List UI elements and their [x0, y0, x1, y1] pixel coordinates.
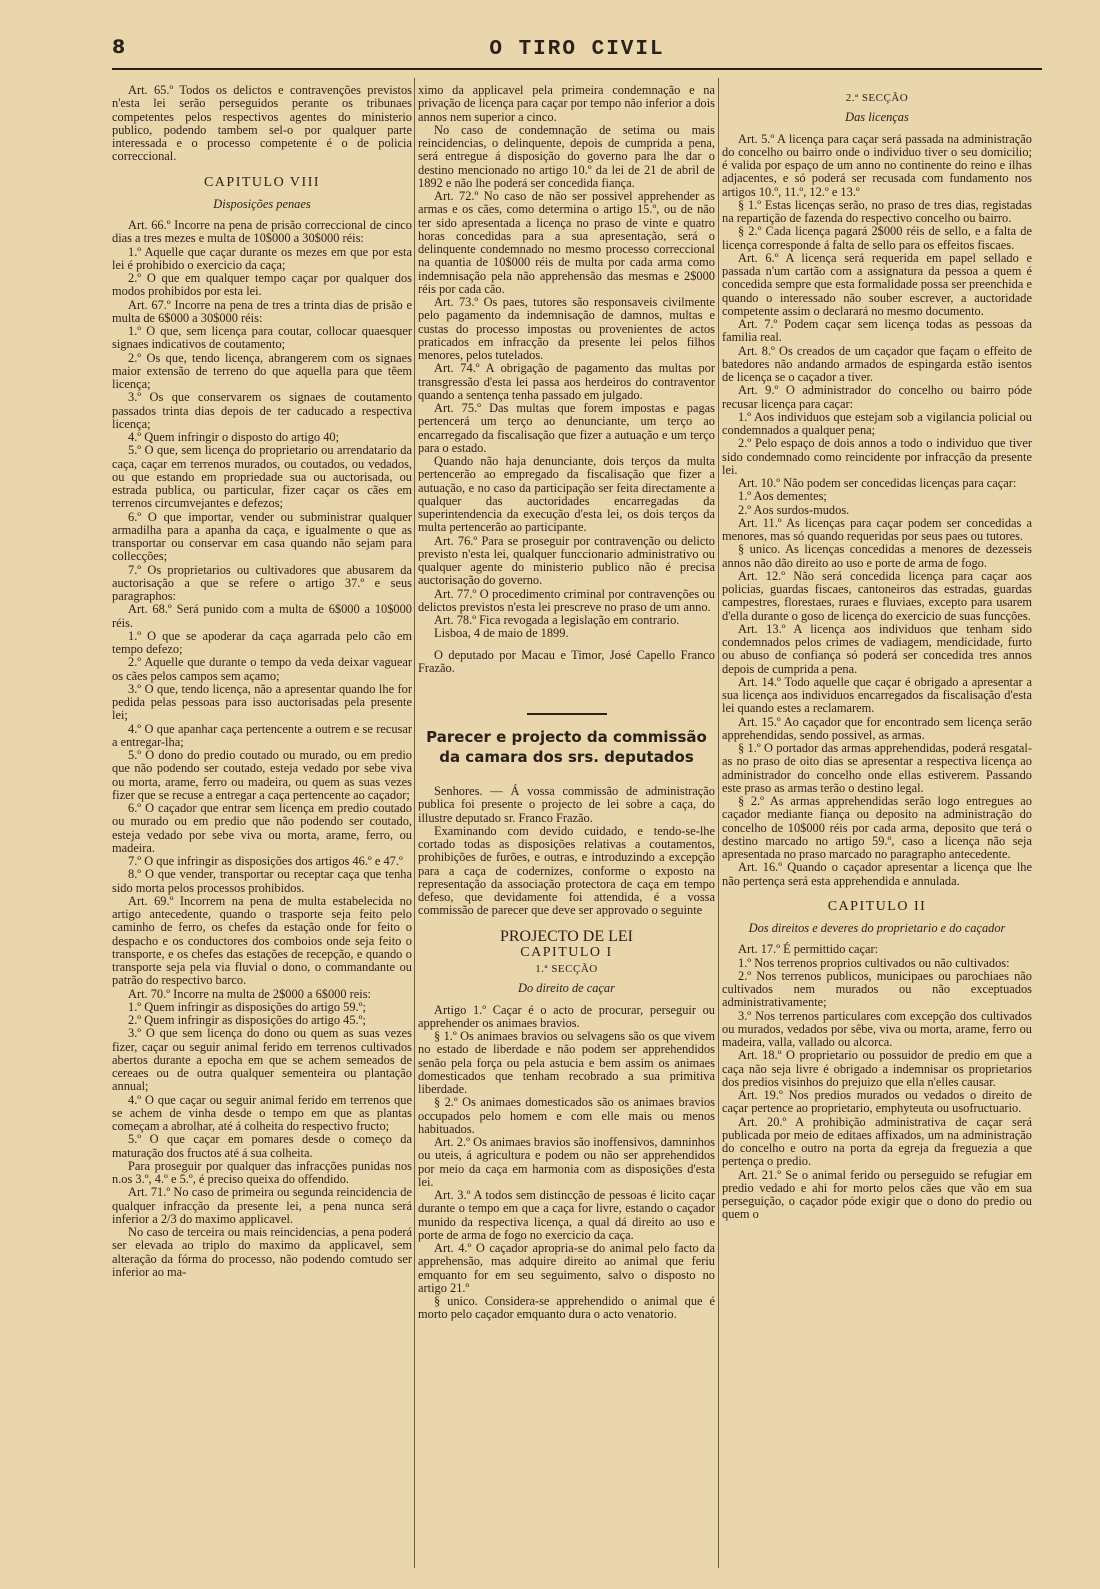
article-paragraph: Art. 78.º Fica revogada a legislação em contrario. — [434, 613, 680, 627]
article-paragraph: § 2.º As armas apprehendidas serão logo entregues ao caçador mediante fiança ou deposito na administração do concelho de 10$000 réis por cada arma, deposito que terá o destino marcado no artigo 59.º, caso a licença não seja apresentada no praso marcado no paragrapho antecedente. — [722, 794, 1032, 861]
article-paragraph: 4.º O que apanhar caça pertencente a outrem e se recusar a entregar-lha; — [112, 721, 412, 749]
article-paragraph: Art. 21.º Se o animal ferido ou perseguido se refugiar em predio vedado e ahi for morto pelos cães que vão em sua perseguição, o caçador póde exigir que o dono do predio ou quem o — [722, 1167, 1032, 1222]
article-paragraph: Art. 65.º Todos os delictos e contravenções previstos n'esta lei serão perseguidos perante os tribunaes competentes pelos respectivos agentes do ministerio publico, podendo tambem sel-o por qualquer parte interessada e o processo competente é o de policia correccional. — [112, 84, 412, 164]
column-divider — [718, 78, 719, 1568]
article-paragraph: Art. 77.º O procedimento criminal por contravenções ou delictos previstos n'esta lei prescreve no praso de um anno. — [418, 586, 715, 614]
article-paragraph: No caso de condemnação de setima ou mais reincidencias, o delinquente, depois de cumprida a pena, será entregue á disposição do governo para lhe dar o destino mencionado no artigo 10.º da lei de 21 de abril de 1892 e não lhe poderá ser concedida fiança. — [418, 122, 715, 190]
article-paragraph: Art. 67.º Incorre na pena de tres a trinta dias de prisão e multa de 6$000 a 30$000 réis: — [112, 297, 412, 325]
article-paragraph: Art. 13.º A licença aos individuos que tenham sido condemnados pelos crimes de vadiagem, mendicidade, furto ou abuso de confiança só poderá ser concedida tres annos depois de cumprida a pena. — [722, 621, 1032, 676]
article-paragraph: No caso de terceira ou mais reincidencias, a pena poderá ser elevada ao triplo do maximo da applicavel, sem alteração da fórma do processo, não podendo comtudo ser inferior ao ma- — [112, 1225, 412, 1279]
article-paragraph: 4.º Quem infringir o disposto do artigo 40; — [128, 430, 340, 444]
section-label: 2.ª SECÇÃO — [845, 92, 909, 104]
article-paragraph: Art. 10.º Não podem ser concedidas licenças para caçar: — [738, 476, 1017, 490]
article-paragraph: Art. 75.º Das multas que forem impostas e pagas pertencerá um terço ao denunciante, um terço ao encarregado da fiscalisação que fizer a autuação e um terço para o estado. — [418, 401, 715, 455]
article-paragraph: Art. 9.º O administrador do concelho ou bairro póde recusar licença para caçar: — [722, 383, 1032, 411]
article-paragraph: 2.º Aos surdos-mudos. — [738, 502, 850, 517]
article-paragraph: 2.º O que em qualquer tempo caçar por qualquer dos modos prohibidos por esta lei. — [112, 271, 412, 299]
article-paragraph: § unico. Considera-se apprehendido o animal que é morto pelo caçador emquanto dura o acto venatorio. — [418, 1294, 715, 1322]
chapter-heading: CAPITULO II — [827, 898, 927, 914]
article-paragraph: 1.º O que, sem licença para coutar, collocar quaesquer signaes indicativos de coutamento; — [112, 324, 412, 352]
article-paragraph: Art. 6.º A licença será requerida em papel sellado e passada n'um cartão com a assignatura da pessoa a quem é concedida sempre que esta formalidade possa ser preenchida e quando o interessado não souber escrever, a auctoridade competente assim o declarará no mesmo documento. — [722, 250, 1032, 318]
article-paragraph: 5.º O que, sem licença do proprietario ou arrendatario da caça, caçar em terrenos murados, ou coutados, ou vedados, ou que estando em propriedade sua ou auctorisada, ou estrada publica, ou particular, fizer caçar os cães em terrenos circumvejantes e defezos; — [112, 443, 412, 511]
article-paragraph: 7.º Os proprietarios ou cultivadores que abusarem da auctorisação a que se refere o artigo 37.º e seus paragraphos: — [112, 562, 412, 603]
article-paragraph: Art. 71.º No caso de primeira ou segunda reincidencia de qualquer infracção da presente lei, a pena nunca será inferior a 2/3 do maximo applicavel. — [112, 1185, 412, 1226]
section-subtitle: Disposições penaes — [213, 196, 311, 211]
article-paragraph: 3.º O que, tendo licença, não a apresentar quando lhe for pedida pelas pessoas para isso auctorisadas pela presente lei; — [112, 681, 412, 723]
header-rule — [112, 68, 1042, 70]
article-paragraph: 5.º O dono do predio coutado ou murado, ou em predio que não podendo ser coutado, esteja vedado por sebe viva ou morta, arame, ferro ou madeira, ou quem as suas vezes fizer que se recuse a entregar a caça pertencente ao caçador; — [112, 748, 412, 802]
article-paragraph: § unico. As licenças concedidas a menores de dezesseis annos não dão direito ao uso e porte de arma de fogo. — [722, 542, 1032, 570]
page-number: 8 — [112, 36, 126, 58]
chapter-heading: CAPITULO VIII — [203, 174, 321, 190]
article-paragraph: 2.º Quem infringir as disposições do artigo 45.º; — [128, 1013, 366, 1027]
chapter-heading: CAPITULO I — [520, 944, 613, 960]
article-paragraph: 1.º O que se apoderar da caça agarrada pelo cão em tempo defezo; — [112, 628, 412, 656]
article-paragraph: § 1.º O portador das armas apprehendidas, poderá resgatal-as no praso de oito dias se apresentar a respectiva licença ao administrador do concelho onde ellas estiverem. Passando este praso as armas terão o destino legal. — [722, 741, 1032, 795]
article-paragraph: Art. 18.º O proprietario ou possuidor de predio em que a caça não seja livre é obrigado a indemnisar os proprietarios dos predios visinhos do prejuizo que ella n'elles causar. — [722, 1048, 1032, 1089]
article-paragraph: 3.º Os que conservarem os signaes de coutamento passados trinta dias depois de ter caducado a respectiva licença; — [112, 390, 412, 431]
article-paragraph: Art. 8.º Os creados de um caçador que façam o effeito de batedores não andando armados de espingarda estão isentos de licença se o caçador a tiver. — [722, 343, 1032, 384]
article-paragraph: Art. 16.º Quando o caçador apresentar a licença que lhe não pertença será esta apprehendida e annulada. — [722, 860, 1032, 888]
article-paragraph: Art. 11.º As licenças para caçar podem ser concedidas a menores, mas só quando requeridas por seus paes ou tutores. — [722, 515, 1032, 543]
column-2 — [418, 84, 715, 1574]
article-paragraph: 1.º Quem infringir as disposições do artigo 59.º; — [128, 999, 366, 1014]
article-paragraph: Art. 20.º A prohibição administrativa de caçar será publicada por meio de editaes affixados, um na administração do concelho e outro na porta da egreja da freguezia a que pertença o predio. — [722, 1114, 1032, 1169]
article-paragraph: Art. 12.º Não será concedida licença para caçar aos policias, guardas fiscaes, cantoneiros das estradas, guardas campestres, florestaes, ruraes e fluviaes, excepto para usarem d'ella durante o goso de licença do exercicio de suas funcções. — [722, 568, 1032, 623]
article-paragraph: Quando não haja denunciante, dois terços da multa pertencerão ao empregado da fiscalisação que fizer a autuação, e no caso da participação ser feita directamente a qualquer das auctoridades encarregadas da superintendencia da execução d'esta lei, os dois terços da multa pertencerão ao participante. — [418, 454, 715, 535]
article-paragraph: Art. 66.º Incorre na pena de prisão correccional de cinco dias a tres mezes e multa de 10$000 a 30$000 réis: — [112, 218, 412, 246]
article-paragraph: § 1.º Estas licenças serão, no praso de tres dias, registadas na repartição de fazenda do respectivo concelho ou bairro. — [722, 197, 1032, 225]
article-paragraph: Art. 70.º Incorre na multa de 2$000 a 6$000 reis: — [128, 986, 371, 1001]
article-paragraph: 8.º O que vender, transportar ou receptar caça que tenha sido morta pelos processos prohibidos. — [112, 867, 412, 895]
article-paragraph: Art. 7.º Podem caçar sem licença todas as pessoas da familia real. — [722, 317, 1032, 345]
article-paragraph: Art. 68.º Será punido com a multa de 6$000 a 10$000 réis. — [112, 602, 412, 630]
article-paragraph: § 2.º Cada licença pagará 2$000 réis de sello, e a falta de licença corresponde á falta de sello para os effeitos fiscaes. — [722, 224, 1032, 252]
article-paragraph: 3.º O que sem licença do dono ou quem as suas vezes fizer, caçar ou seguir animal ferido em terrenos cultivados abertos durante a epocha em que se achem semeados de cereaes ou de outra qualquer sementeira ou plantação annual; — [112, 1026, 412, 1094]
section-subtitle: Do direito de caçar — [518, 981, 615, 996]
article-paragraph: Art. 74.º A obrigação de pagamento das multas por transgressão d'esta lei passa aos herdeiros do contraventor quando a sentença tenha passado em julgado. — [418, 361, 715, 402]
article-paragraph: Art. 17.º É permittido caçar: — [738, 942, 879, 957]
section-rule — [527, 713, 607, 715]
article-paragraph: 2.º Nos terrenos publicos, municipaes ou parochiaes não cultivados nem murados ou não exceptuados administrativamente; — [722, 968, 1032, 1010]
column-3 — [722, 84, 1032, 1574]
date-line: Lisboa, 4 de maio de 1899. — [434, 626, 569, 641]
article-paragraph: Art. 3.º A todos sem distincção de pessoas é licito caçar durante o tempo em que a caça for livre, estando o caçador munido da respectiva licença, a qual dá direito ao uso e porte de arma de fogo no exercicio da caça. — [418, 1188, 715, 1242]
article-paragraph: Art. 14.º Todo aquelle que caçar é obrigado a apresentar a sua licença aos individuos encarregados da fiscalisação d'esta lei quando estes a reclamarem. — [722, 674, 1032, 716]
article-paragraph: 1.º Nos terrenos proprios cultivados ou não cultivados: — [738, 955, 1010, 970]
signature-line: O deputado por Macau e Timor, José Capello Franco Frazão. — [418, 647, 715, 675]
article-paragraph: 5.º O que caçar em pomares desde o começo da maturação dos fructos até á sua colheita. — [112, 1132, 412, 1160]
section-subtitle: Das licenças — [845, 110, 909, 125]
article-paragraph: 4.º O que caçar ou seguir animal ferido em terrenos que se achem de vinha desde o tempo em que as plantas começam a abrolhar, até á colheita do respectivo fructo; — [112, 1092, 412, 1133]
newspaper-title: O TIRO CIVIL — [489, 38, 665, 61]
article-paragraph: 1.º Aos individuos que estejam sob a vigilancia policial ou condemnados a qualquer pena; — [722, 409, 1032, 437]
projecto-heading: PROJECTO DE LEI — [499, 927, 634, 945]
parecer-heading: Parecer e projecto da commissão da camara dos srs. deputados — [426, 728, 707, 766]
article-paragraph: 2.º Pelo espaço de dois annos a todo o individuo que tiver sido condemnado como reincidente por infracção da presente lei. — [722, 436, 1032, 477]
article-paragraph: 3.º Nos terrenos particulares com excepção dos cultivados ou murados, vedados por sêbe, viva ou morta, arame, ferro ou madeira, valla, vallado ou alcorca. — [722, 1008, 1032, 1049]
article-paragraph: Artigo 1.º Caçar é o acto de procurar, perseguir ou apprehender os animaes bravios. — [418, 1002, 715, 1030]
article-paragraph: Art. 5.º A licença para caçar será passada na administração do concelho ou bairro onde o individuo tiver o seu domicilio; é valida por espaço de um anno no continente do reino e ilhas adjacentes, e só poderá ser recusada com fundamento nos artigos 10.º, 11.º, 12.º e 13.º — [722, 131, 1032, 199]
article-paragraph: 2.º Os que, tendo licença, abrangerem com os signaes maior extensão de terreno do que aquella para que têem licença; — [112, 350, 412, 391]
article-paragraph: § 2.º Os animaes domesticados são os animaes bravios occupados pelo homem e com elle mais ou menos habituados. — [418, 1095, 715, 1136]
section-label: 1.ª SECÇÃO — [535, 963, 598, 975]
article-paragraph: ximo da applicavel pela primeira condemnação e na privação de licença para caçar por tempo não inferior a dois annos nem superior a cinco. — [418, 84, 715, 124]
article-paragraph: Art. 4.º O caçador apropria-se do animal pelo facto da apprehensão, mas adquire direito ao animal que feriu emquanto for em seu seguimento, salvo o disposto no artigo 21.º — [418, 1241, 715, 1295]
article-paragraph: Art. 2.º Os animaes bravios são inoffensivos, damninhos ou uteis, á agricultura e podem ou não ser apprehendidos por meio da caça em harmonia com as disposições d'esta lei. — [418, 1135, 715, 1189]
article-paragraph: 7.º O que infringir as disposições dos artigos 46.º e 47.º — [128, 854, 403, 868]
article-paragraph: Art. 15.º Ao caçador que for encontrado sem licença serão apprehendidas, sendo possivel, as armas. — [722, 714, 1032, 742]
article-paragraph: 1.º Aquelle que caçar durante os mezes em que por esta lei é prohibido o exercicio da caça; — [112, 244, 412, 272]
article-paragraph: Senhores. — Á vossa commissão de administração publica foi presente o projecto de lei sobre a caça, do illustre deputado sr. Franco Frazão. — [418, 784, 715, 825]
article-paragraph: Art. 72.º No caso de não ser possivel apprehender as armas e os cães, como determina o artigo 15.º, ou de não ter sido apresentada a licença no praso de vinte e quatro horas concedidas para a sua apresentação, será o delinquente condemnado no mesmo processo correccional na quantia de 10$000 réis de multa por cada arma como indemnisação pela não apprehensão das mesmas e 2$000 réis por cada cão. — [418, 189, 715, 296]
column-divider — [414, 78, 415, 1568]
article-paragraph: Art. 19.º Nos predios murados ou vedados o direito de caçar pertence ao proprietario, emphyteuta ou usofructuario. — [722, 1088, 1032, 1116]
column-1 — [112, 84, 412, 1574]
article-paragraph: Art. 69.º Incorrem na pena de multa estabelecida no artigo antecedente, quando o trasporte seja feito pelo caminho de ferro, os chefes da estação onde for feito o despacho e os conductores dos comboios onde seja feito o transporte, e os chefes das estações de recepção, e quando o transporte seja pela via fluvial o dono, o commandante ou patrão do respectivo barco. — [112, 893, 412, 988]
article-paragraph: 2.º Aquelle que durante o tempo da veda deixar vaguear os cães pelos campos sem açamo; — [112, 655, 412, 683]
page-header — [112, 36, 1042, 70]
article-paragraph: Examinando com devido cuidado, e tendo-se-lhe cortado todas as disposições relativas a coutamentos, prohibições de furões, e outras, e introduzindo a excepção para a caça de codernizes, conforme o exposto na representação da associação protectora de caça em tempo defeso, que devidamente foi attendida, é a vossa commissão de parecer que deve ser approvado o seguinte — [418, 823, 715, 918]
article-paragraph: Art. 76.º Para se proseguir por contravenção ou delicto previsto n'esta lei, qualquer funccionario administrativo ou qualquer agente do ministerio publico não é precisa auctorisação do governo. — [418, 533, 715, 588]
article-paragraph: 6.º O caçador que entrar sem licença em predio coutado ou murado ou em predio que não podendo ser coutado, esteja vedado por sebe viva ou morta, arame, ferro, ou madeira. — [112, 801, 412, 855]
article-paragraph: § 1.º Os animaes bravios ou selvagens são os que vivem no estado de liberdade e não podem ser apprehendidos senão pela força ou pela astucia e bem assim os animaes domesticados que tenham recobrado a sua primitiva liberdade. — [418, 1029, 715, 1096]
article-paragraph: Para proseguir por qualquer das infracções punidas nos n.os 3.º, 4.º e 5.º, é preciso queixa do offendido. — [112, 1158, 412, 1186]
article-paragraph: 6.º O que importar, vender ou subministrar qualquer armadilha para a apanha da caça, e igualmente o que as transportar ou conservar em casa quando não sejam para collecções; — [112, 509, 412, 564]
section-subtitle: Dos direitos e deveres do proprietario e do caçador — [748, 921, 1006, 935]
article-paragraph: 1.º Aos dementes; — [738, 489, 827, 504]
article-paragraph: Art. 73.º Os paes, tutores são responsaveis civilmente pelo pagamento da indemnisação de damnos, multas e custas do processo impostas ou provenientes de actos praticados em infracção da presente lei pelos filhos menores, pelos tutelados. — [418, 295, 715, 362]
